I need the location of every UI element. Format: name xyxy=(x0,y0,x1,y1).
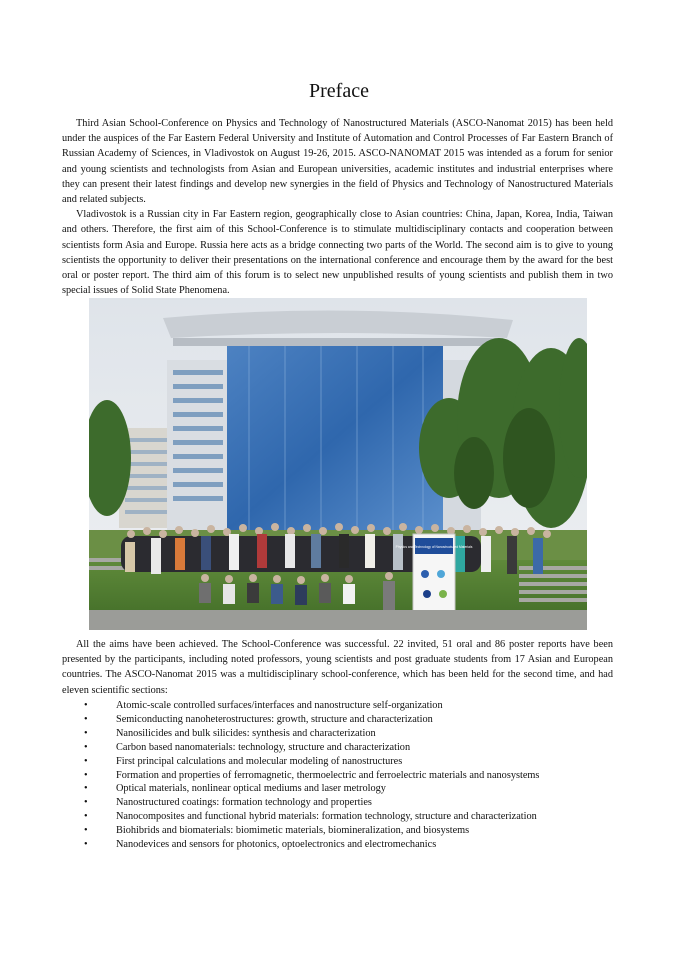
intro-paragraph-1: Third Asian School-Conference on Physics and Technology of Nanostructured Materials (ASCO-Nanomat 2015) has been held under the auspices of the Far Eastern Federal University and Institute of Automation and Control Processes of Far Eastern Branch of Russian Academy of Sciences, in Vladivostok on August 19-26, 2015. ASCO-NANOMAT 2015 was intended as a forum for senior and young scientists and technologists from Asian and European universities, academic institutes and industrial enterprises where they can present their latest findings and develop new synergies in the field of Physics and Technology of Nanostructured Materials and related subjects. xyxy=(62,118,613,206)
bullet-icon: • xyxy=(84,825,88,837)
bullet-icon: • xyxy=(84,839,88,851)
summary-text xyxy=(62,637,613,698)
page-title: Preface xyxy=(309,80,369,102)
list-item: • Optical materials, nonlinear optical mediums and laser metrology xyxy=(84,783,386,795)
bullet-icon: • xyxy=(84,783,88,795)
bullet-icon: • xyxy=(84,811,88,823)
summary-paragraph: All the aims have been achieved. The School-Conference was successful. 22 invited, 51 oral and 86 poster reports have been presented by the participants, including noted professors, young scientists and post graduate students from 17 Asian and European countries. The ASCO-Nanomat 2015 was a multidisciplinary school-conference, which has been held for the second time, and had eleven scientific sections: xyxy=(62,639,613,696)
bullet-icon: • xyxy=(84,713,88,725)
list-item: • Nanosilicides and bulk silicides: synthesis and characterization xyxy=(84,727,376,739)
bullet-icon: • xyxy=(84,727,88,739)
list-item: • First principal calculations and molecular modeling of nanostructures xyxy=(84,755,403,767)
bullet-icon: • xyxy=(84,769,88,781)
list-item: • Nanostructured coatings: formation technology and properties xyxy=(84,797,372,809)
group-photo xyxy=(89,298,587,630)
intro-paragraph-2: Vladivostok is a Russian city in Far Eastern region, geographically close to Asian countries: China, Japan, Korea, India, Taiwan and others. Therefore, the first aim of this School-Conference is to stimulate multidisciplinary contacts and cooperation between scientists form Asia and Europe. Russia here acts as a bridge connecting two parts of the World. The second aim is to give to young scientists the opportunity to deliver their presentations on the international conference and encourage them by the award for the best oral or poster report. The third aim of this forum is to select new unpublished results of young scientists and publish them in two special issues of Solid State Phenomena. xyxy=(62,209,613,297)
list-item: • Semiconducting nanoheterostructures: growth, structure and characterization xyxy=(84,713,433,725)
bullet-icon: • xyxy=(84,741,88,753)
list-item: • Nanocomposites and functional hybrid materials: formation technology, structure and characterization xyxy=(84,811,537,823)
list-item: • Formation and properties of ferromagnetic, thermoelectric and ferroelectric materials and nanosystems xyxy=(84,769,540,781)
list-item: • Biohibrids and biomaterials: biomimetic materials, biomineralization, and biosystems xyxy=(84,825,470,837)
list-item: • Atomic-scale controlled surfaces/interfaces and nanostructure self-organization xyxy=(84,700,443,711)
sections-list xyxy=(84,699,624,852)
intro-text xyxy=(62,116,613,298)
banner-text: Physics and Technology of Nanostructured Materials xyxy=(395,545,473,549)
bullet-icon: • xyxy=(84,755,88,767)
bullet-icon: • xyxy=(84,700,88,711)
bullet-icon: • xyxy=(84,797,88,809)
list-item: • Carbon based nanomaterials: technology, structure and characterization xyxy=(84,741,411,753)
list-item: • Nanodevices and sensors for photonics, optoelectronics and electromechanics xyxy=(84,839,437,851)
